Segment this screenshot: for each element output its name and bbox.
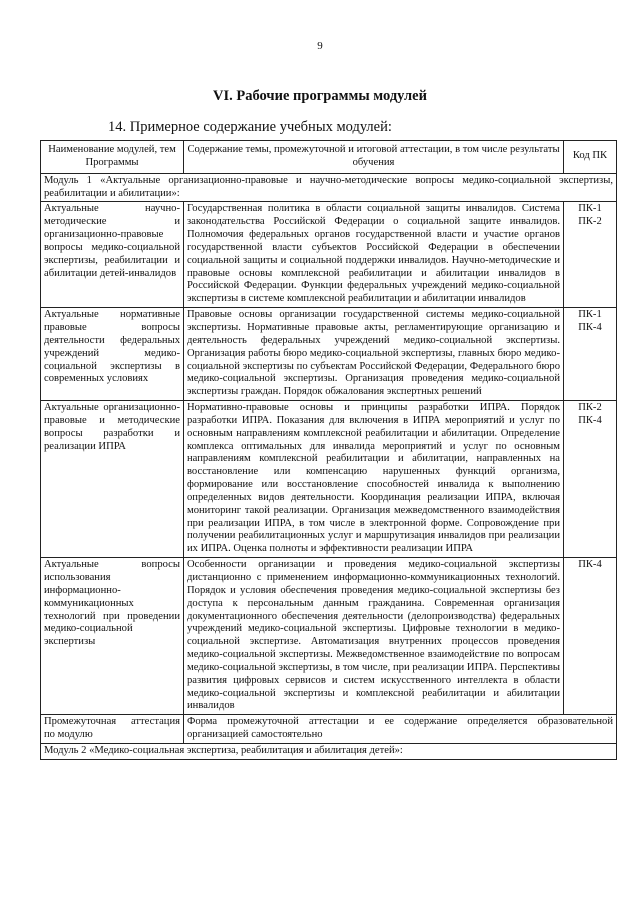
competency-code: ПК-2 (578, 402, 602, 414)
competency-code: ПК-1 (578, 203, 602, 215)
modules-table (40, 140, 617, 760)
attestation-name: Промежуточная аттестация по модулю (41, 715, 184, 744)
topic-content: Государственная политика в области социальной защиты инвалидов. Система законодательства Российской Федерации о социальной защите инвалидов. Полномочия федеральных органов государственной власти и участие органов государственной власти субъектов Российской Федерации в обеспечении социальной защиты и социальной поддержки инвалидов. Научно-методические и правовые основы комплексной реабилитации и абилитации инвалидов в Российской Федерации. Функции федеральных учреждений медико-социальной экспертизы в системе комплексной реабилитации и абилитации инвалидов (184, 202, 564, 308)
competency-codes (564, 558, 617, 715)
module-1-title: Модуль 1 «Актуальные организационно-правовые и научно-методические вопросы медико-социальной экспертизы, реабилитации и абилитации»: (41, 173, 617, 202)
competency-codes (564, 308, 617, 401)
page-number: 9 (317, 40, 323, 52)
competency-code: ПК-1 (578, 309, 602, 321)
attestation-content: Форма промежуточной аттестации и ее содержание определяется образовательной организацией самостоятельно (184, 715, 617, 744)
topic-content: Правовые основы организации государственной системы медико-социальной экспертизы. Нормативные правовые акты, регламентирующие организацию и деятельность федеральных учреждений медико-социальной экспертизы. Организация работы бюро медико-социальной экспертизы, главных бюро медико-социальной экспертизы по субъектам Российской Федерации, Федерального бюро медико-социальной экспертизы. Организация проведения медико-социальной экспертизы граждан. Порядок обжалования экспертных решений (184, 308, 564, 401)
module-row (41, 743, 617, 759)
header-content: Содержание темы, промежуточной и итоговой аттестации, в том числе результаты обучения (184, 141, 564, 174)
topic-name: Актуальные вопросы использования информационно-коммуникационных технологий при проведении медико-социальной экспертизы (41, 558, 184, 715)
module-row (41, 173, 617, 202)
competency-code: ПК-4 (578, 321, 602, 333)
section-title: VI. Рабочие программы модулей (213, 88, 427, 104)
topic-content: Особенности организации и проведения медико-социальной экспертизы дистанционно с применением информационно-коммуникационных технологий. Порядок и условия обеспечения проведения медико-социальной экспертизы без доступа к персональным данным гражданина. Современная организация документационного обеспечения деятельности (делопроизводства) федеральных учреждений медико-социальной экспертизы. Цифровые технологии в медико-социальной экспертизе. Автоматизация внутренних процессов проведения медико-социальной экспертизы. Межведомственное взаимодействие по вопросам медико-социальной экспертизы, в том числе, при реализации ИПРА. Перспективы развития цифровых сервисов и систем искусственного интеллекта в области медико-социальной экспертизы и комплексной реабилитации и абилитации инвалидов (184, 558, 564, 715)
competency-code: ПК-4 (578, 559, 602, 571)
topic-content: Нормативно-правовые основы и принципы разработки ИПРА. Порядок разработки ИПРА. Показания для включения в ИПРА мероприятий и услуг по основным направлениям комплексной реабилитации и абилитации. Определение комплекса оптимальных для инвалида мероприятий и услуг по основным направлениям комплексной реабилитации и абилитации, направленных на восстановление или компенсацию нарушенных функций организма, формирование или восстановление способностей инвалида к выполнению определенных видов деятельности. Координация реализации ИПРА, включая мониторинг такой реализации. Организация межведомственного взаимодействия при реализации ИПРА, в том числе в электронной форме. Сопровождение при получении реабилитационных услуг и маршрутизация инвалидов при реализации их ИПРА. Оценка полноты и эффективности реализации ИПРА (184, 401, 564, 558)
header-code: Код ПК (564, 141, 617, 174)
competency-codes (564, 401, 617, 558)
table-row (41, 558, 617, 715)
table-header-row (41, 141, 617, 174)
table-row (41, 401, 617, 558)
competency-codes (564, 202, 617, 308)
topic-name: Актуальные нормативные правовые вопросы деятельности федеральных учреждений медико-социальной экспертизы в современных условиях (41, 308, 184, 401)
competency-code: ПК-2 (578, 216, 602, 228)
attestation-row (41, 715, 617, 744)
header-name: Наименование модулей, тем Программы (41, 141, 184, 174)
table-row (41, 308, 617, 401)
topic-name: Актуальные организационно-правовые и методические вопросы разработки и реализации ИПРА (41, 401, 184, 558)
table-row (41, 202, 617, 308)
competency-code: ПК-4 (578, 414, 602, 426)
topic-name: Актуальные научно-методические и организационно-правовые вопросы медико-социальной экспертизы, реабилитации и абилитации детей-инвалидов (41, 202, 184, 308)
module-2-title: Модуль 2 «Медико-социальная экспертиза, реабилитация и абилитация детей»: (41, 743, 617, 759)
subsection-title: 14. Примерное содержание учебных модулей: (108, 119, 392, 135)
